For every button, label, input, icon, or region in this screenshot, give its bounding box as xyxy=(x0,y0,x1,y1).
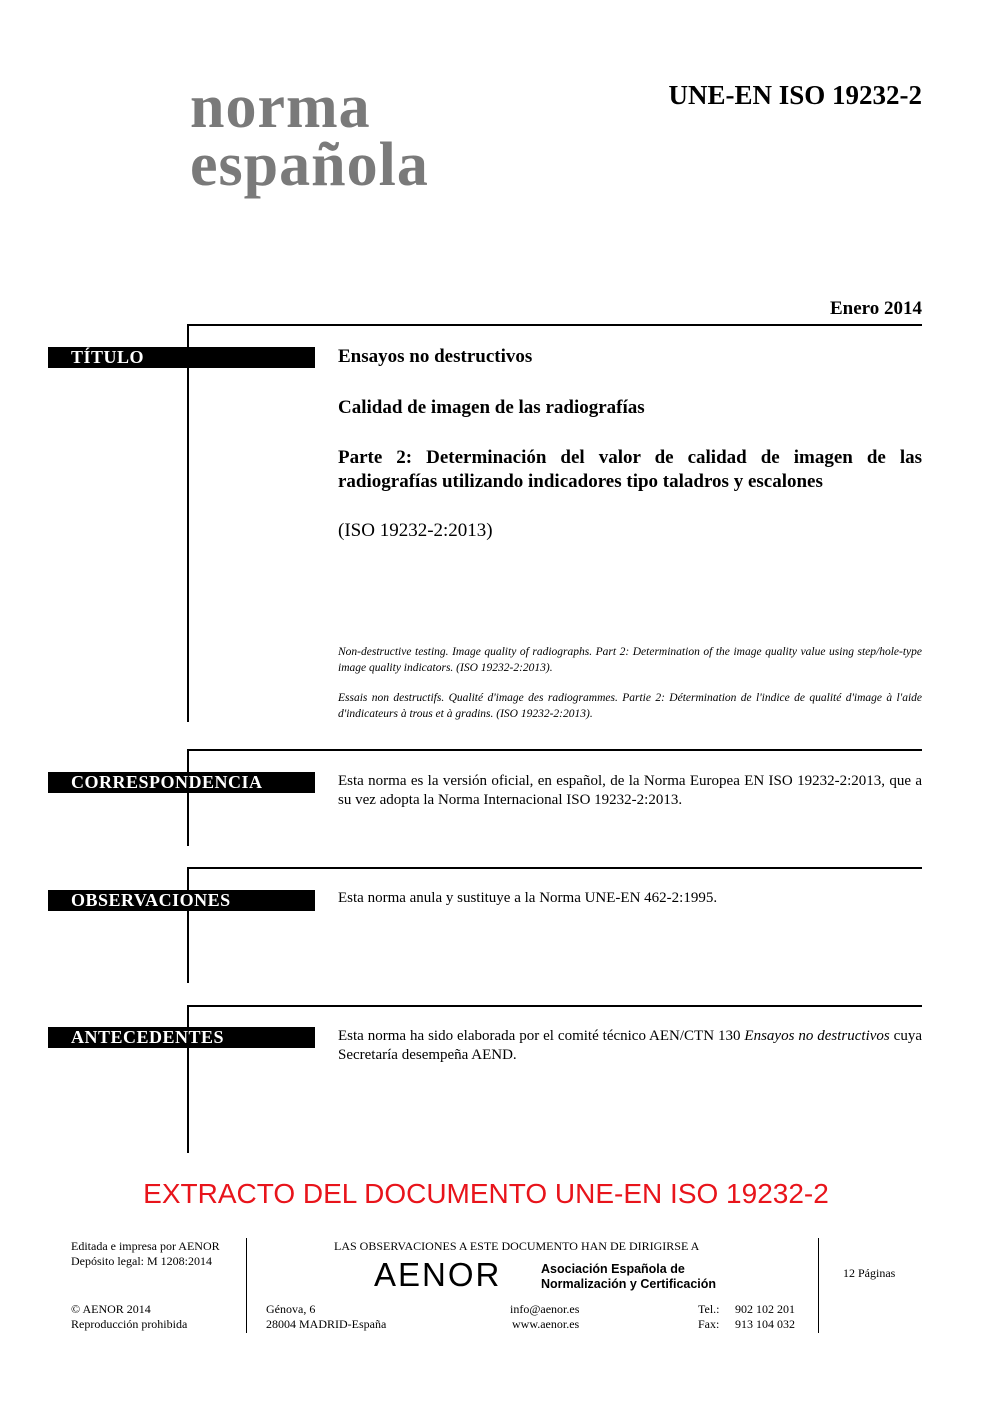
extract-notice: EXTRACTO DEL DOCUMENTO UNE-EN ISO 19232-2 xyxy=(143,1178,829,1209)
antecedentes-text xyxy=(338,1027,922,1065)
correspondencia-text: Esta norma es la versión oficial, en español, de la Norma Europea EN ISO 19232-2:2013, que a su vez adopta la Norma Internacional ISO 19232-2:2013. xyxy=(338,773,922,808)
title-complementary: Calidad de imagen de las radiografías xyxy=(338,397,645,418)
section-label-antecedentes: ANTECEDENTES xyxy=(48,1027,315,1048)
footer-reproduction: Reproducción prohibida xyxy=(71,1317,188,1331)
section-label-titulo: TÍTULO xyxy=(48,347,315,368)
footer-divider-left xyxy=(246,1238,247,1333)
section-vrule-observaciones xyxy=(187,867,189,983)
footer-observations-header: LAS OBSERVACIONES A ESTE DOCUMENTO HAN DE DIRIGIRSE A xyxy=(334,1239,700,1253)
section-vrule-titulo xyxy=(187,324,189,722)
section-rule-antecedentes xyxy=(188,1005,922,1007)
footer-divider-right xyxy=(818,1238,819,1333)
section-label-correspondencia: CORRESPONDENCIA xyxy=(48,772,315,793)
aenor-logo: AENOR xyxy=(374,1256,502,1293)
aenor-subtitle-line-1: Asociación Española de xyxy=(541,1262,685,1276)
section-rule-correspondencia xyxy=(188,749,922,751)
section-rule-titulo xyxy=(188,324,922,326)
antecedentes-committee-name: Ensayos no destructivos xyxy=(744,1028,890,1044)
footer-tel: 902 102 201 xyxy=(735,1302,795,1316)
footer-address-1: Génova, 6 xyxy=(266,1302,316,1316)
section-vrule-correspondencia xyxy=(187,749,189,846)
brand-line-2: española xyxy=(190,131,429,199)
standard-code: UNE-EN ISO 19232-2 xyxy=(668,80,922,110)
section-rule-observaciones xyxy=(188,867,922,869)
footer-page-count: 12 Páginas xyxy=(843,1266,896,1280)
footer-deposit: Depósito legal: M 1208:2014 xyxy=(71,1254,212,1268)
footer-tel-label: Tel.: xyxy=(698,1302,720,1316)
footer-fax-label: Fax: xyxy=(698,1317,720,1331)
title-english: Non-destructive testing. Image quality of radiographs. Part 2: Determination of the image quality value using step/hole-type image quality indicators. (ISO 19232-2:2013). xyxy=(338,646,922,674)
title-part: Parte 2: Determinación del valor de calidad de imagen de las radiografías utilizando indicadores tipo taladros y escalones xyxy=(338,447,922,492)
footer-web[interactable]: www.aenor.es xyxy=(512,1317,580,1331)
footer-fax: 913 104 032 xyxy=(735,1317,795,1331)
brand-line-1: norma xyxy=(190,73,371,141)
section-label-observaciones: OBSERVACIONES xyxy=(48,890,315,911)
footer-address-2: 28004 MADRID-España xyxy=(266,1317,387,1331)
footer-email[interactable]: info@aenor.es xyxy=(510,1302,580,1316)
footer-edited: Editada e impresa por AENOR xyxy=(71,1239,220,1253)
title-french: Essais non destructifs. Qualité d'image des radiogrammes. Partie 2: Détermination de l'indice de qualité d'image à l'aide d'indicateurs à trous et à gradins. (ISO 19232-2:2013). xyxy=(338,692,922,720)
aenor-subtitle-line-2: Normalización y Certificación xyxy=(541,1277,717,1291)
footer-copyright: © AENOR 2014 xyxy=(71,1302,151,1316)
antecedentes-text-end: cuya Secretaría desempeña AEND. xyxy=(338,1028,922,1063)
aenor-subtitle xyxy=(541,1262,716,1292)
iso-reference: (ISO 19232-2:2013) xyxy=(338,520,493,541)
publication-date: Enero 2014 xyxy=(829,298,922,319)
antecedentes-text-start: Esta norma ha sido elaborada por el comité técnico AEN/CTN 130 xyxy=(338,1028,745,1044)
title-main: Ensayos no destructivos xyxy=(338,346,533,367)
brand-title xyxy=(190,73,429,199)
observaciones-text: Esta norma anula y sustituye a la Norma UNE-EN 462-2:1995. xyxy=(338,890,718,906)
